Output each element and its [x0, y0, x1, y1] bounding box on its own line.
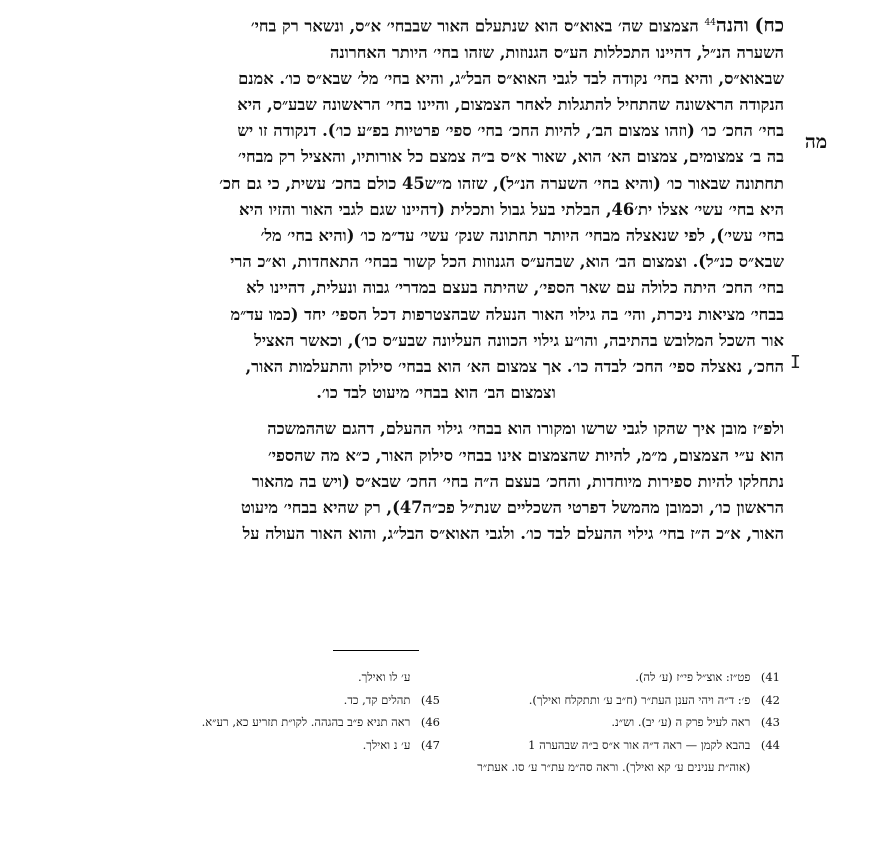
- paragraph-1-line: בחי׳ עשי׳), לפי שנאצלה מבחי׳ היותר תחתונה שנק׳ עשי׳ עד״מ כו׳ (והיא בחי׳ מל׳: [260, 226, 784, 246]
- footnote-number: 47): [420, 737, 440, 752]
- paragraph-1-line: הנקודה הראשונה שהתחיל להתגלות לאחר הצמצום, והיינו בחי׳ הראשונה שבע״ס, היא: [237, 95, 784, 115]
- footnote-text: תהלים קד, כד.: [343, 692, 411, 707]
- footnote-text: ראה תניא פ״ב בהגהה. לקו״ת תזריע כא, רע״א.: [201, 715, 411, 729]
- footnote-text: (אוה״ת ענינים ע׳ קא ואילך). וראה סה״מ עת״ר ע׳ סו. אעת״ר: [477, 760, 751, 774]
- paragraph-2-line: ולפ״ז מובן איך שהקו לגבי שרשו ומקורו הוא בבחי׳ גילוי ההעלם, דהגם שההמשכה: [267, 419, 784, 439]
- footnote-number: 44): [760, 737, 780, 752]
- footnote-divider: [333, 650, 419, 651]
- footnote-text: בהבא לקמן — ראה ד״ה אור א״ס ב״ה שבהערה 1: [528, 737, 751, 752]
- paragraph-1-last-line: וצמצום הב׳ הוא בבחי׳ מיעוט לבד כו׳.: [316, 383, 556, 403]
- footnote-item: [250, 666, 440, 689]
- paragraph-1-line: תחתונה שבאור כו׳ (והיא בחי׳ השערה הנ״ל), שזהו מ״ש45 כולם בחכ׳ עשית, כי גם חכ׳: [219, 173, 784, 193]
- footnote-item: [450, 734, 780, 757]
- footnote-number: 41): [760, 670, 780, 684]
- paragraph-1-line-text: הצמצום שה׳ באוא״ס הוא שנתעלם האור שבבחי׳ א״ס, ונשאר רק בחי׳: [250, 16, 699, 36]
- paragraph-1-line: שבאוא״ס, והיא בחי׳ נקודה לבד לגבי האוא״ס הבל״ג, והיא בחי׳ מל׳ שבא״ס כו׳. אמנם: [238, 68, 784, 88]
- paragraph-1-line: היא בחי׳ עשי׳ אצלו ית׳46, הבלתי בעל גבול ותכלית (דהיינו שגם לגבי האור והזיו היא: [238, 199, 784, 219]
- footnote-item: [250, 689, 440, 712]
- footnote-item: [250, 734, 440, 757]
- footnote-number: 46): [420, 715, 440, 729]
- footnote-number: 45): [420, 692, 440, 707]
- footnote-text: פ׳: ד״ה ויהי הענן העת״ר (ח״ב ע׳ ותתקלח ואילך).: [528, 692, 751, 707]
- footnote-number: 42): [760, 692, 780, 707]
- footnote-number: 43): [760, 715, 780, 729]
- paragraph-1-line: בה ב׳ צמצומים, צמצום הא׳ הוא, שאור א״ס ב״ה צמצם כל אורותיו, והאציל רק מבחי׳: [237, 147, 784, 167]
- paragraph-1-line: השערה הנ״ל, דהיינו התכללות הע״ס הגנוזות, שזהו בחי׳ היותר האחרונה: [329, 42, 784, 62]
- paragraph-1-line: [88, 10, 784, 40]
- footnotes-left-column: [201, 666, 440, 756]
- paragraph-2-line: נתחלקו להיות ספירות מיוחדות, והחכ׳ בעצם ה״ה בחי׳ החכ׳ שבא״ס (ויש בה מהאור: [251, 471, 784, 491]
- footnote-text: ע׳ לו ואילך.: [358, 670, 411, 684]
- paragraph-1-line: בחי׳ החכ׳ היתה כלולה עם שאר הספי׳, שהיתה בעצם במדרי׳ גבוה ונעלית, דהיינו לא: [246, 278, 784, 298]
- paragraph-2-line: האור, א״כ ה״ז בחי׳ גילוי ההעלם לבד כו׳. ולגבי האוא״ס הבל״ג, והוא האור העולה על: [242, 524, 784, 544]
- paragraph-2-line: הראשון כו׳, וכמובן מהמשל דפרטי השכליים שנת״ל פכ״ה47), רק שהיא בבחי׳ מיעוט: [240, 498, 784, 518]
- section-number: כח): [754, 14, 784, 37]
- paragraph-1-line: בבחי׳ מציאות ניכרת, והי׳ בה גילוי האור הנעלה שבהצטרפות דכל הספי׳ יחד (כמו עד״מ: [230, 304, 784, 324]
- footnote-item: [450, 711, 780, 734]
- footnote-text: פט״ז: אוצ״ל פי״ז (ע׳ לה).: [635, 670, 751, 684]
- lead-word: והנה: [715, 14, 749, 37]
- footnote-ref: 44: [704, 18, 716, 28]
- paragraph-1-line: אור השכל המלובש בהתיבה, והו״ע גילוי הכוונה העליונה שבע״ס כו׳), וכאשר האציל: [254, 330, 784, 350]
- main-text: [88, 10, 784, 547]
- margin-chapter-label: מה: [804, 131, 828, 153]
- footnote-item: [450, 689, 780, 712]
- paragraph-1-line: שבא״ס כנ״ל). וצמצום הב׳ הוא, שבהע״ס הגנוזות הכל קשור בבחי׳ התאחדות, וא״כ הרי: [230, 252, 784, 272]
- footnotes-right-column: [450, 666, 780, 779]
- paragraph-1-line: החכ׳, נאצלה ספי׳ החכ׳ לבדה כו׳. אך צמצום הא׳ הוא בבחי׳ סילוק והתעלמות האור,: [245, 357, 784, 377]
- footnote-item: [450, 666, 780, 689]
- text-cursor-icon: I: [790, 352, 801, 373]
- paragraph-1-line: בחי׳ החכ׳ כו׳ (וזהו צמצום הב׳, להיות החכ׳ בחי׳ ספי׳ פרטיות בפ״ע כו׳). דנקודה זו יש: [237, 121, 784, 141]
- footnote-text: ע׳ נ ואילך.: [362, 737, 411, 752]
- footnote-item: [201, 711, 440, 734]
- footnote-item: [450, 756, 780, 779]
- footnote-text: ראה לעיל פרק ה (ע׳ יב). וש״נ.: [611, 715, 751, 729]
- paragraph-2-line: הוא ע״י הצמצום, מ״מ, להיות שהצמצום אינו בבחי׳ סילוק האור, כ״א מה שהספי׳: [267, 445, 784, 465]
